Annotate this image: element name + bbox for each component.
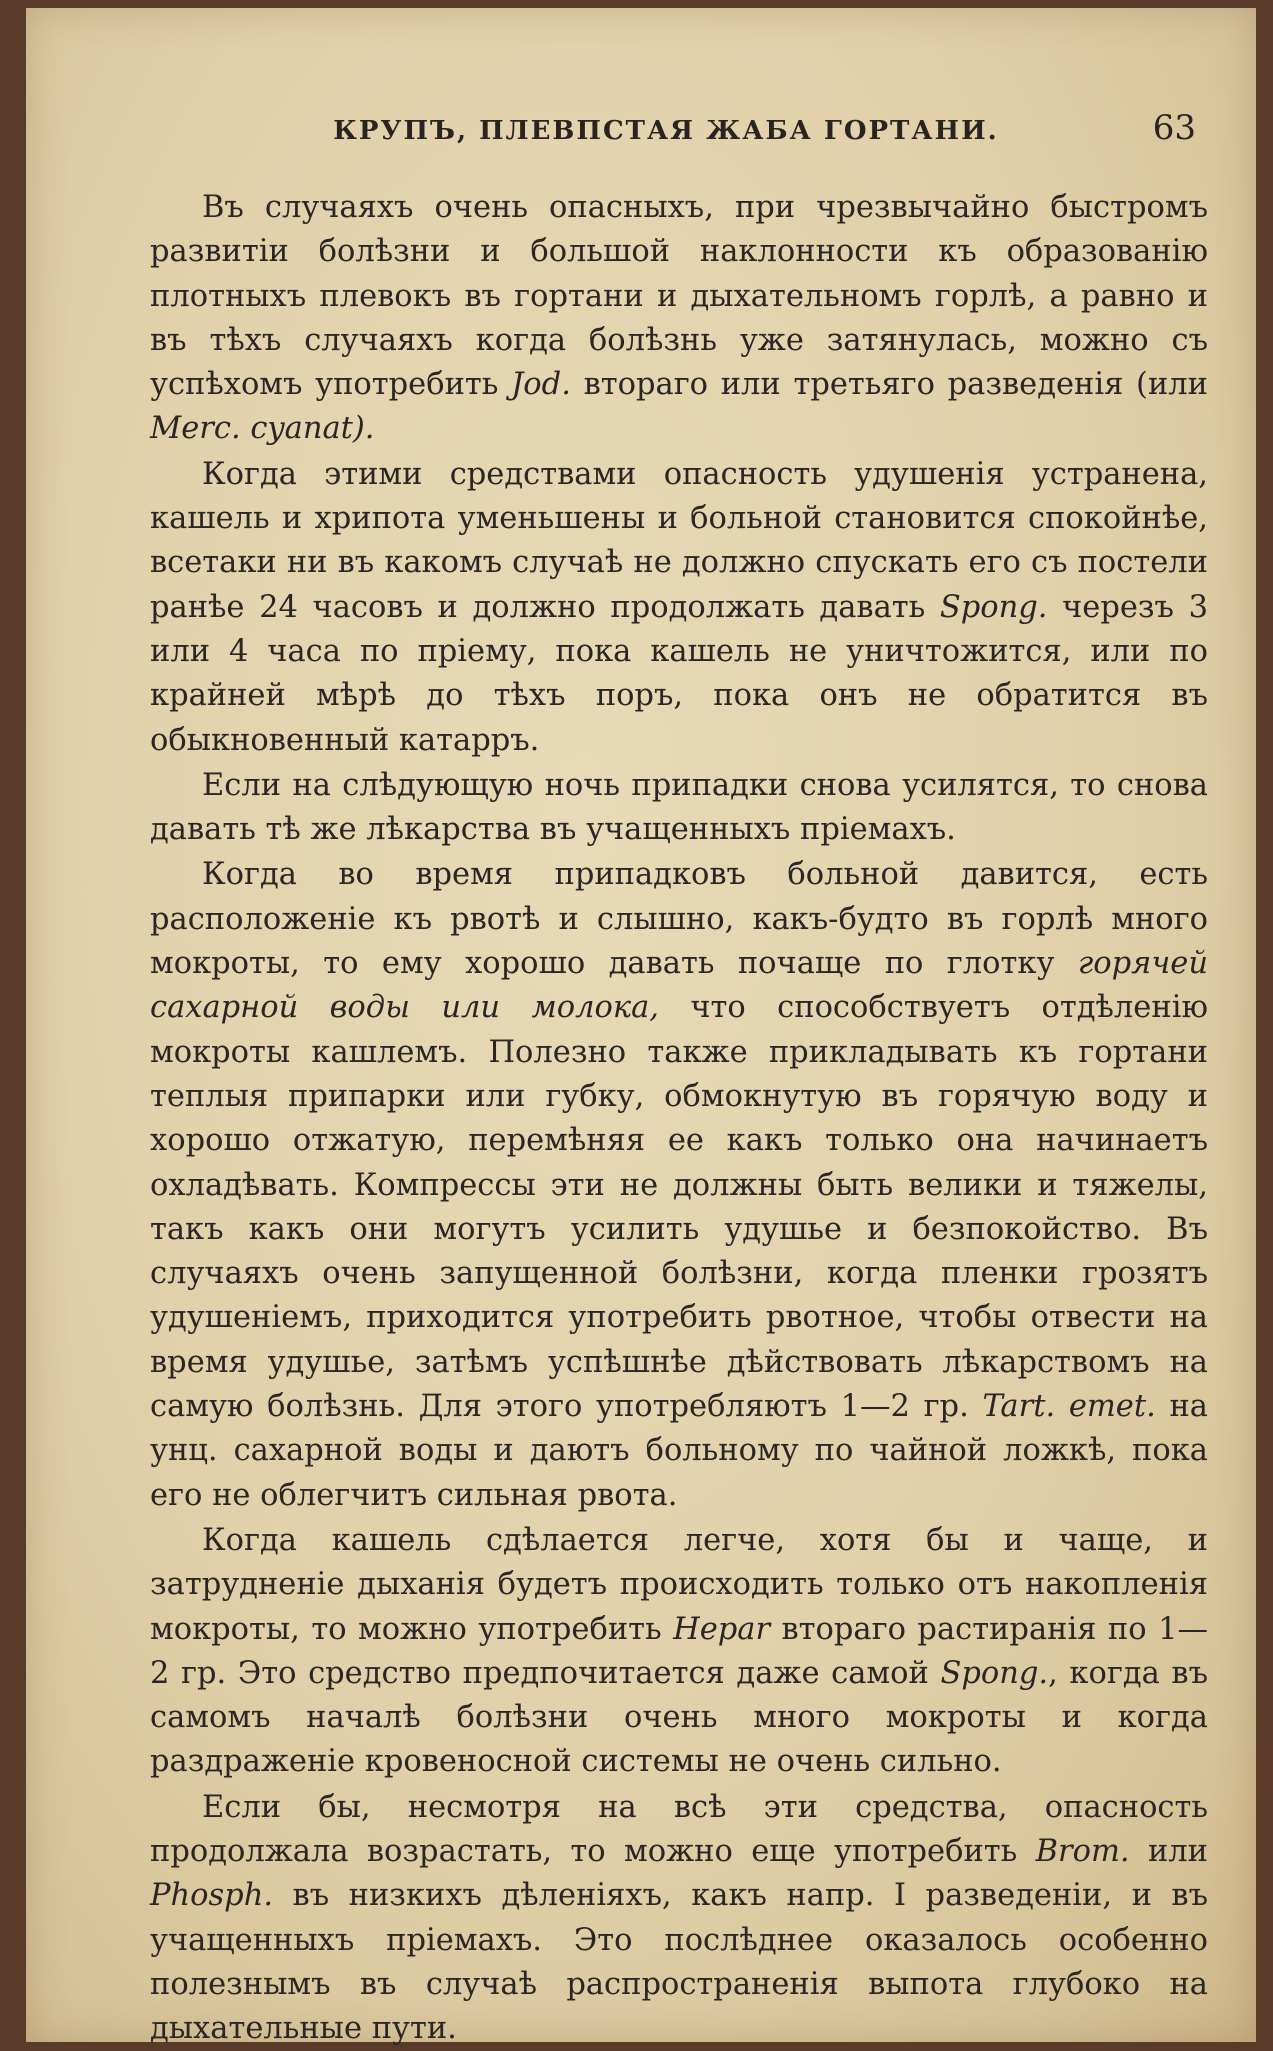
text-run: Когда кашель сдѣлается легче, хотя бы и чаще, и затрудненіе дыханія будетъ происходить только отъ накопленія мокроты, то можно употребить	[150, 1522, 1208, 1647]
text-run: втораго или третьяго разведенія (или	[570, 367, 1208, 403]
running-title: КРУПЪ, ПЛЕВПСТАЯ ЖАБА ГОРТАНИ.	[333, 116, 999, 146]
text-run: , когда въ самомъ началѣ болѣзни очень много мокроты и когда раздраженіе кровеносной системы не очень сильно.	[150, 1655, 1208, 1780]
paragraph	[150, 186, 1208, 452]
paragraph	[150, 1519, 1208, 1785]
text-run-italic: Spong.	[939, 589, 1048, 625]
page-header	[136, 108, 1196, 158]
text-run-italic: Hepar	[673, 1611, 771, 1647]
paragraph	[150, 1786, 1208, 2051]
text-run: въ низкихъ дѣленіяхъ, какъ напр. I разведеніи, и въ учащенныхъ пріемахъ. Это послѣднее оказалось особенно полезнымъ въ случаѣ распространенія выпота глубоко на дыхательные пути.	[150, 1878, 1208, 2047]
text-run: на унц. сахарной воды и даютъ больному по чайной ложкѣ, пока его не облегчитъ сильная рвота.	[150, 1389, 1208, 1513]
text-run: втораго растиранія по 1—2 гр. Это средство предпочитается даже самой	[150, 1611, 1208, 1691]
text-run-italic: Phosph.	[150, 1878, 274, 1914]
paragraph	[150, 453, 1208, 763]
text-run-italic: горячей сахарной воды или молока,	[150, 946, 1208, 1026]
text-run: что способствуетъ отдѣленію мокроты кашлемъ. Полезно также прикладывать къ гортани теплыя припарки или губку, обмокнутую въ горячую воду и хорошо отжатую, перемѣняя ее какъ только она начинаетъ охладѣвать. Компрессы эти не должны быть велики и тяжелы, такъ какъ они могутъ усилить удушье и безпокойство. Въ случаяхъ очень запущенной болѣзни, когда пленки грозятъ удушеніемъ, приходится употребить рвотное, чтобы отвести на время удушье, затѣмъ успѣшнѣе дѣйствовать лѣкарствомъ на самую болѣзнь. Для этого употребляютъ 1—2 гр.	[150, 990, 1208, 1425]
text-run: Если на слѣдующую ночь припадки снова усилятся, то снова давать тѣ же лѣкарства въ учащенныхъ пріемахъ.	[150, 767, 1208, 848]
paragraph	[150, 853, 1208, 1517]
text-run: Въ случаяхъ очень опасныхъ, при чрезвычайно быстромъ развитіи болѣзни и большой наклонности къ образованію плотныхъ плевокъ въ гортани и дыхательномъ горлѣ, а равно и въ тѣхъ случаяхъ когда болѣзнь уже затянулась, можно съ успѣхомъ употребить	[150, 190, 1208, 403]
book-page	[26, 8, 1256, 2047]
text-run: черезъ 3 или 4 часа по пріему, пока кашель не уничтожится, или по крайней мѣрѣ до тѣхъ поръ, пока онъ не обратится въ обыкновенный катарръ.	[150, 589, 1208, 758]
paragraph	[150, 764, 1208, 853]
text-run: Когда этими средствами опасность удушенія устранена, кашель и хрипота уменьшены и больной становится спокойнѣе, всетаки ни въ какомъ случаѣ не должно спускать его съ постели ранѣе 24 часовъ и должно продолжать давать	[150, 456, 1208, 625]
text-run: Когда во время припадковъ больной давится, есть расположеніе къ рвотѣ и слышно, какъ-будто въ горлѣ много мокроты, то ему хорошо давать почаще по глотку	[150, 857, 1208, 982]
body-text	[150, 186, 1208, 2051]
text-run-italic: Merc. cyanat).	[150, 411, 375, 447]
text-run-italic: Jod.	[511, 367, 571, 403]
page-number: 63	[1152, 108, 1196, 148]
text-run: или	[1129, 1833, 1208, 1869]
text-run: Если бы, несмотря на всѣ эти средства, опасность продолжала возрастать, то можно еще употребить	[150, 1789, 1208, 1869]
text-run-italic: Brom.	[1035, 1833, 1130, 1869]
text-run-italic: Tart. emet.	[982, 1389, 1156, 1425]
text-run-italic: Spong.	[940, 1655, 1049, 1691]
